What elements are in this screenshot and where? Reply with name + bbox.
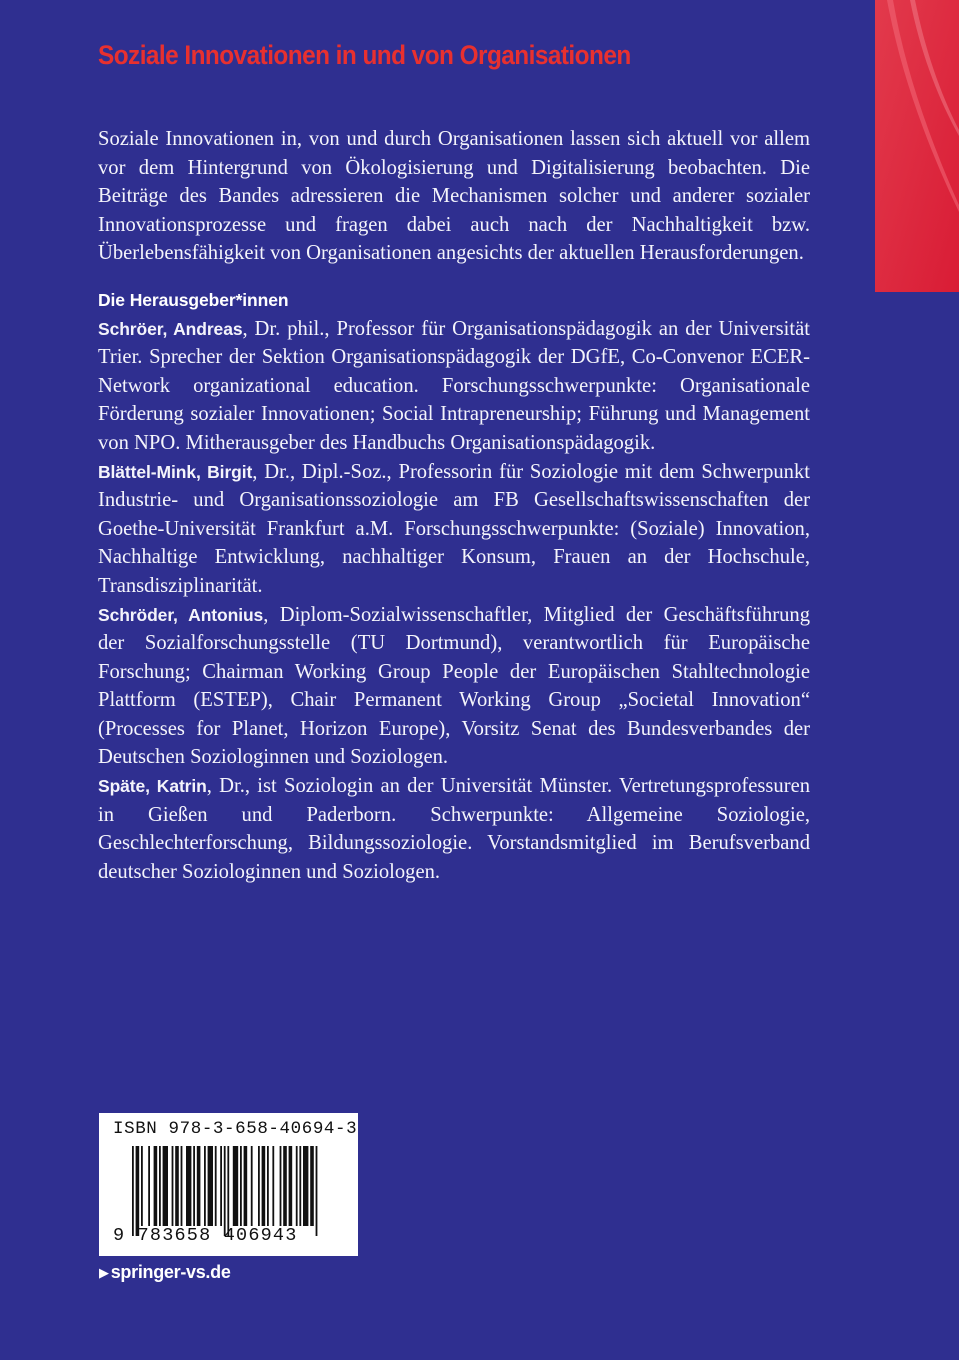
barcode-bar <box>283 1146 287 1226</box>
barcode-bar <box>163 1146 168 1226</box>
barcode-bar <box>197 1146 201 1226</box>
publisher-website[interactable] <box>99 1262 231 1283</box>
website-label: springer-vs.de <box>110 1262 231 1282</box>
barcode-bar <box>299 1146 301 1226</box>
editor-bio <box>98 315 810 458</box>
barcode-bar <box>154 1146 158 1226</box>
isbn-barcode <box>99 1113 358 1256</box>
barcode-bar <box>208 1146 213 1226</box>
barcode-bar <box>289 1146 293 1226</box>
editor-bio <box>98 772 810 886</box>
barcode-bar <box>141 1146 143 1226</box>
barcode-bar <box>272 1146 274 1226</box>
barcode-bar <box>258 1146 260 1226</box>
blurb-paragraph: Soziale Innovationen in, von und durch Organisationen lassen sich aktuell vor allem vor dem Hintergrund von Ökologisierung und Digitalisierung beobachten. Die Beiträge des Bandes adressieren die Mechanismen solcher und anderer sozialer Innovationsprozesse und fragen dabei auch nach der Nachhaltigkeit bzw. Überlebensfähigkeit von Organisationen angesichts der aktuellen Herausforderungen. <box>98 128 810 265</box>
editor-description: , Dr., Dipl.-Soz., Professorin für Soziologie mit dem Schwerpunkt Industrie- und Organisationssoziologie am FB Gesellschaftswissenschaften der Goethe-Universität Frankfurt a.M. Forschungsschwerpunkte: (Soziale) Innovation, Nachhaltige Entwicklung, nachhaltiger Konsum, Frauen an der Hochschule, Transdisziplinarität. <box>98 460 810 597</box>
barcode-bar <box>136 1146 140 1236</box>
editor-name: Schröer, Andreas <box>98 318 243 339</box>
barcode-bar <box>296 1146 298 1226</box>
editor-name: Blättel-Mink, Birgit <box>98 461 253 482</box>
red-spine-graphic <box>875 0 959 292</box>
editor-description: , Dr. phil., Professor für Organisationspädagogik an der Universität Trier. Sprecher der Sektion Organisationspädagogik der DGfE, Co-Convenor ECER-Network organizational education. Forschungsschwerpunkte: Organisationale Förderung sozialer Innovationen; Social Intrapreneurship; Führung und Management von NPO. Mitherausgeber des Handbuchs Organisationspädagogik. <box>98 317 810 454</box>
arrow-right-icon: ▶ <box>99 1265 109 1280</box>
barcode-bar <box>215 1146 217 1226</box>
barcode-bar <box>186 1146 191 1226</box>
barcode-bar <box>193 1146 195 1226</box>
barcode-bar <box>310 1146 314 1226</box>
barcode-bar <box>175 1146 179 1226</box>
barcode-bar <box>204 1146 206 1226</box>
barcode-bar <box>262 1146 266 1226</box>
barcode-bar <box>132 1146 134 1236</box>
editors-heading: Die Herausgeber*innen <box>98 289 289 310</box>
book-title: Soziale Innovationen in und von Organisationen <box>98 40 631 70</box>
barcode-bar <box>224 1146 226 1236</box>
barcode-bar <box>220 1146 222 1226</box>
barcode-bar <box>316 1146 318 1236</box>
editor-name: Schröder, Antonius <box>98 604 264 625</box>
barcode-bar <box>267 1146 269 1226</box>
isbn-number: ISBN 978-3-658-40694-3 <box>113 1119 358 1139</box>
barcode-bar <box>240 1146 242 1226</box>
editor-bio <box>98 458 810 601</box>
editor-bio <box>98 601 810 773</box>
barcode-bar <box>244 1146 248 1226</box>
barcode-bar <box>280 1146 282 1226</box>
editor-description: , Dr., ist Soziologin an der Universität Münster. Vertretungsprofessuren in Gießen und Paderborn. Schwerpunkte: Allgemeine Soziologie, Geschlechterforschung, Bildungssoziologie. Vorstandsmitglied im Berufsverband deutscher Soziologinnen und Soziologen. <box>98 775 811 883</box>
barcode-bar <box>303 1146 308 1226</box>
editor-name: Späte, Katrin <box>98 776 207 797</box>
barcode-bar <box>181 1146 183 1226</box>
barcode-bar <box>159 1146 161 1226</box>
barcode-bar <box>233 1146 238 1226</box>
barcode-bar <box>172 1146 174 1226</box>
barcode-digits: 9 783658 406943 <box>113 1225 298 1246</box>
barcode-bar <box>251 1146 253 1226</box>
cover-text <box>98 125 810 886</box>
barcode-bar <box>148 1146 150 1226</box>
editor-description: , Diplom-Sozialwissenschaftler, Mitglied der Geschäftsführung der Sozialforschungsstelle (TU Dortmund), verantwortlich für Europäische Forschung; Chairman Working Group People der Europäischen Stahltechnologie Plattform (ESTEP), Chair Permanent Working Group „Societal Innovation“ (Processes for Planet, Horizon Europe), Vorsitz Senat des Bundesverbandes der Deutschen Soziologinnen und Soziologen. <box>98 603 810 769</box>
barcode-bar <box>227 1146 229 1236</box>
